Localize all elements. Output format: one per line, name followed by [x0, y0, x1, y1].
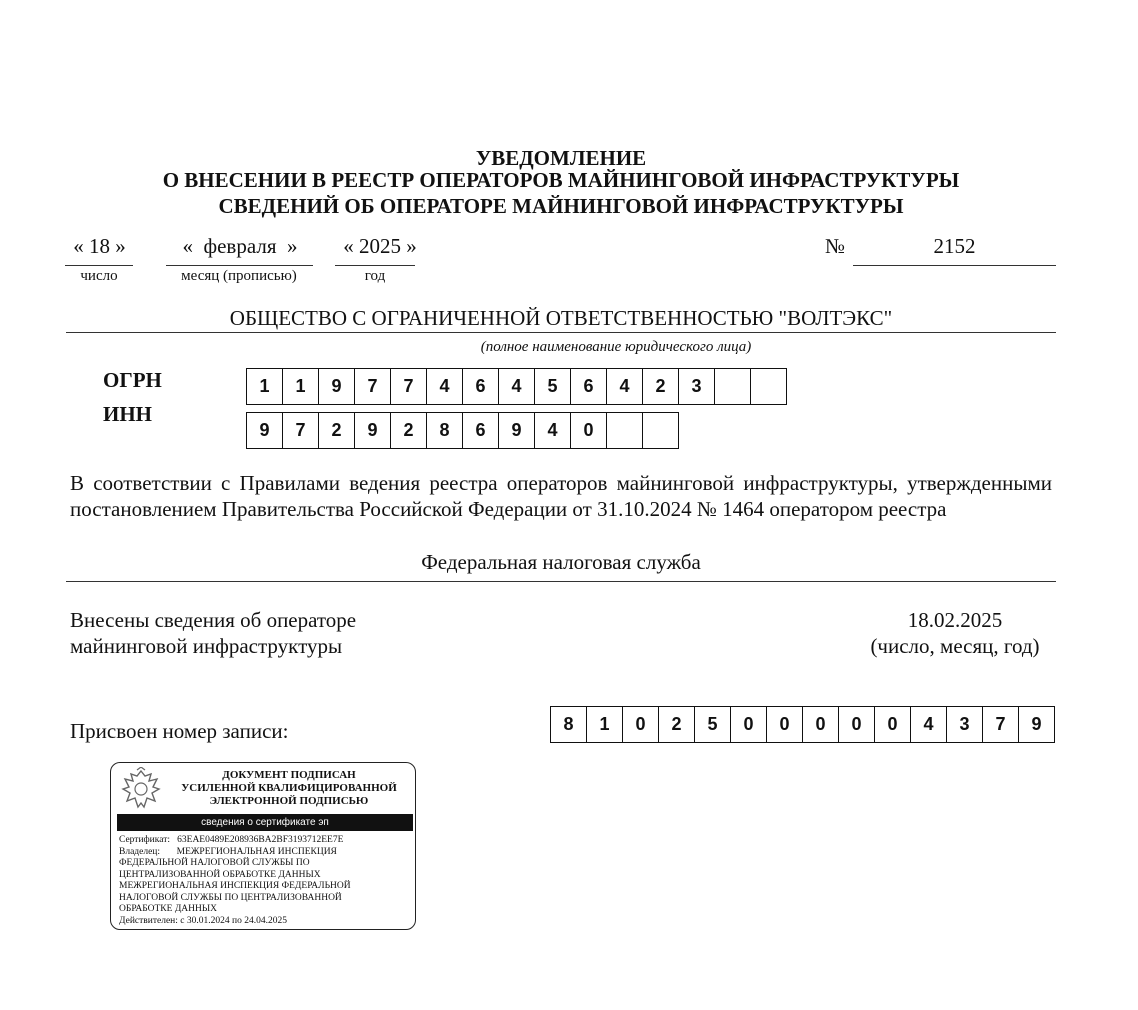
owner-line-2: ФЕДЕРАЛЬНОЙ НАЛОГОВОЙ СЛУЖБЫ ПО: [119, 858, 310, 868]
date-day-caption: число: [80, 268, 118, 284]
organization-caption: (полное наименование юридического лица): [480, 339, 752, 355]
inn-digit-cell: 9: [246, 412, 283, 449]
document-subtitle-1: О ВНЕСЕНИИ В РЕЕСТР ОПЕРАТОРОВ МАЙНИНГОВОЙ ИНФРАСТРУКТУРЫ: [162, 168, 960, 192]
inn-label: ИНН: [103, 402, 153, 426]
inn-digit-cell: 6: [462, 412, 499, 449]
ogrn-digit-cell: 7: [390, 368, 427, 405]
entered-label: [70, 607, 356, 659]
number-sign: №: [824, 234, 846, 258]
organization-underline: [66, 332, 1056, 333]
ogrn-digit-cell: 4: [606, 368, 643, 405]
document-number: 2152: [933, 234, 976, 258]
record-digit-cell: 2: [658, 706, 695, 743]
ogrn-label: ОГРН: [103, 368, 162, 392]
ogrn-digit-cell: 2: [642, 368, 679, 405]
ogrn-digit-cell: 5: [534, 368, 571, 405]
inn-digit-cell: 2: [390, 412, 427, 449]
record-digit-cell: 5: [694, 706, 731, 743]
date-year-underline: [335, 265, 415, 266]
ogrn-digit-cell: 6: [570, 368, 607, 405]
ogrn-digit-cell: 7: [354, 368, 391, 405]
signature-details: [119, 835, 411, 927]
inn-digit-cell: 9: [498, 412, 535, 449]
date-month-caption: месяц (прописью): [181, 268, 297, 284]
record-digit-cell: 0: [730, 706, 767, 743]
document-title: УВЕДОМЛЕНИЕ: [475, 146, 647, 170]
ogrn-digit-cell: 1: [246, 368, 283, 405]
inn-digit-cell: 7: [282, 412, 319, 449]
ogrn-digit-cell: 4: [426, 368, 463, 405]
record-digit-cell: 7: [982, 706, 1019, 743]
ogrn-digit-cell: 9: [318, 368, 355, 405]
record-digit-cell: 3: [946, 706, 983, 743]
signature-heading-1: ДОКУМЕНТ ПОДПИСАН: [222, 769, 356, 781]
organization-name: ОБЩЕСТВО С ОГРАНИЧЕННОЙ ОТВЕТСТВЕННОСТЬЮ "ВОЛТЭКС": [229, 306, 893, 330]
inn-digit-cell: 2: [318, 412, 355, 449]
owner-label: Владелец:: [119, 846, 161, 857]
ogrn-digit-cell: [714, 368, 751, 405]
date-year-caption: год: [364, 268, 386, 284]
coat-of-arms-icon: [119, 767, 163, 811]
owner-line-3: ЦЕНТРАЛИЗОВАННОЙ ОБРАБОТКЕ ДАННЫХ: [119, 869, 321, 880]
date-year: « 2025 »: [343, 234, 417, 258]
inn-digit-cell: [606, 412, 643, 449]
ogrn-digit-cell: [750, 368, 787, 405]
basis-paragraph: В соответствии с Правилами ведения реестра операторов майнинговой инфраструктуры, утвержденными постановлением Правительства Российской Федерации от 31.10.2024 № 1464 оператором реестра: [70, 471, 1052, 521]
record-digit-cell: 0: [622, 706, 659, 743]
date-day: « 18 »: [73, 234, 126, 258]
inn-digit-cell: 0: [570, 412, 607, 449]
record-label: Присвоен номер записи:: [70, 719, 289, 743]
owner-line-5: НАЛОГОВОЙ СЛУЖБЫ ПО ЦЕНТРАЛИЗОВАННОЙ: [119, 892, 342, 903]
inn-digit-cell: [642, 412, 679, 449]
owner-line-6: ОБРАБОТКЕ ДАННЫХ: [119, 904, 218, 914]
entered-date: 18.02.2025: [907, 608, 1003, 632]
record-digit-cell: 8: [550, 706, 587, 743]
ogrn-digit-cell: 6: [462, 368, 499, 405]
record-digit-cell: 0: [838, 706, 875, 743]
entered-date-block: [855, 607, 1055, 659]
valid-label: Действителен:: [119, 915, 178, 926]
cert-label: Сертификат:: [119, 835, 171, 845]
date-month-underline: [166, 265, 313, 266]
valid-value: с 30.01.2024 по 24.04.2025: [180, 915, 287, 926]
signature-heading-2: УСИЛЕННОЙ КВАЛИФИЦИРОВАННОЙ: [181, 782, 397, 794]
inn-digit-cell: 9: [354, 412, 391, 449]
registry-operator-underline: [66, 581, 1056, 582]
ogrn-digit-cell: 1: [282, 368, 319, 405]
record-digit-cell: 1: [586, 706, 623, 743]
record-digit-cell: 9: [1018, 706, 1055, 743]
signature-heading-3: ЭЛЕКТРОННОЙ ПОДПИСЬЮ: [209, 795, 369, 807]
signature-info-bar: сведения о сертификате эп: [117, 814, 413, 831]
date-month: « февраля »: [182, 234, 298, 258]
record-digit-cell: 0: [802, 706, 839, 743]
number-underline: [853, 265, 1056, 266]
owner-line-1: МЕЖРЕГИОНАЛЬНАЯ ИНСПЕКЦИЯ: [176, 846, 337, 857]
record-digit-cell: 4: [910, 706, 947, 743]
entered-date-caption: (число, месяц, год): [870, 634, 1040, 658]
record-digit-cell: 0: [874, 706, 911, 743]
ogrn-digit-cell: 4: [498, 368, 535, 405]
inn-cells: [246, 412, 679, 449]
signature-stamp: [110, 762, 416, 930]
date-day-underline: [65, 265, 133, 266]
ogrn-cells: [246, 368, 787, 405]
owner-line-4: МЕЖРЕГИОНАЛЬНАЯ ИНСПЕКЦИЯ ФЕДЕРАЛЬНОЙ: [119, 881, 351, 891]
ogrn-digit-cell: 3: [678, 368, 715, 405]
record-cells: [550, 706, 1055, 743]
document-subtitle-2: СВЕДЕНИЙ ОБ ОПЕРАТОРЕ МАЙНИНГОВОЙ ИНФРАСТРУКТУРЫ: [218, 194, 904, 218]
cert-value: 63EAE0489E208936BA2BF3193712EE7E: [177, 835, 344, 845]
entered-label-line1: Внесены сведения об операторе: [70, 608, 357, 632]
entered-label-line2: майнинговой инфраструктуры: [70, 634, 343, 658]
inn-digit-cell: 4: [534, 412, 571, 449]
record-digit-cell: 0: [766, 706, 803, 743]
signature-heading: [171, 769, 407, 808]
inn-digit-cell: 8: [426, 412, 463, 449]
registry-operator: Федеральная налоговая служба: [421, 550, 701, 574]
